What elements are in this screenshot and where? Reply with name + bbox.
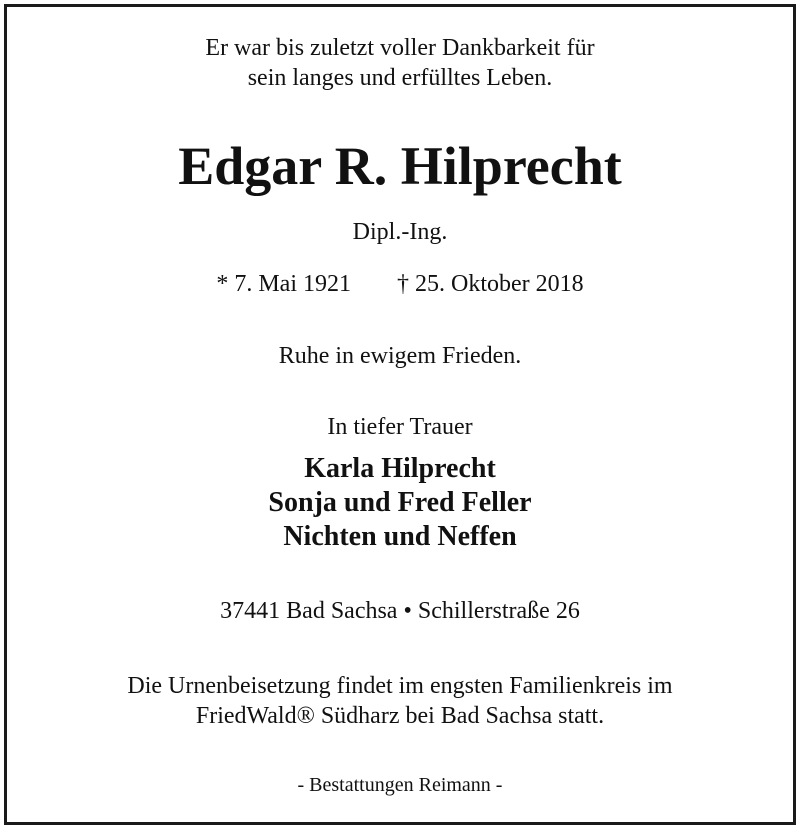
mourners-heading: In tiefer Trauer — [327, 414, 473, 440]
mourner-name: Karla Hilprecht — [304, 453, 496, 484]
obituary-notice — [4, 4, 796, 825]
deceased-title: Dipl.-Ing. — [352, 219, 448, 245]
intro-line-2: sein langes und erfülltes Leben. — [247, 65, 553, 91]
burial-note-line-1: Die Urnenbeisetzung findet im engsten Familienkreis im — [127, 673, 673, 699]
intro-line-1: Er war bis zuletzt voller Dankbarkeit für — [205, 35, 595, 61]
mourner-name: Nichten und Neffen — [283, 521, 517, 552]
undertaker: - Bestattungen Reimann - — [297, 774, 503, 796]
death-date: † 25. Oktober 2018 — [397, 271, 584, 297]
birth-date: * 7. Mai 1921 — [216, 271, 351, 297]
mourner-name: Sonja und Fred Feller — [268, 487, 532, 518]
life-dates — [7, 269, 793, 299]
burial-note-line-2: FriedWald® Südharz bei Bad Sachsa statt. — [195, 703, 605, 729]
blessing-text: Ruhe in ewigem Frieden. — [278, 343, 522, 369]
address: 37441 Bad Sachsa • Schillerstraße 26 — [220, 598, 580, 624]
deceased-name: Edgar R. Hilprecht — [178, 136, 622, 196]
